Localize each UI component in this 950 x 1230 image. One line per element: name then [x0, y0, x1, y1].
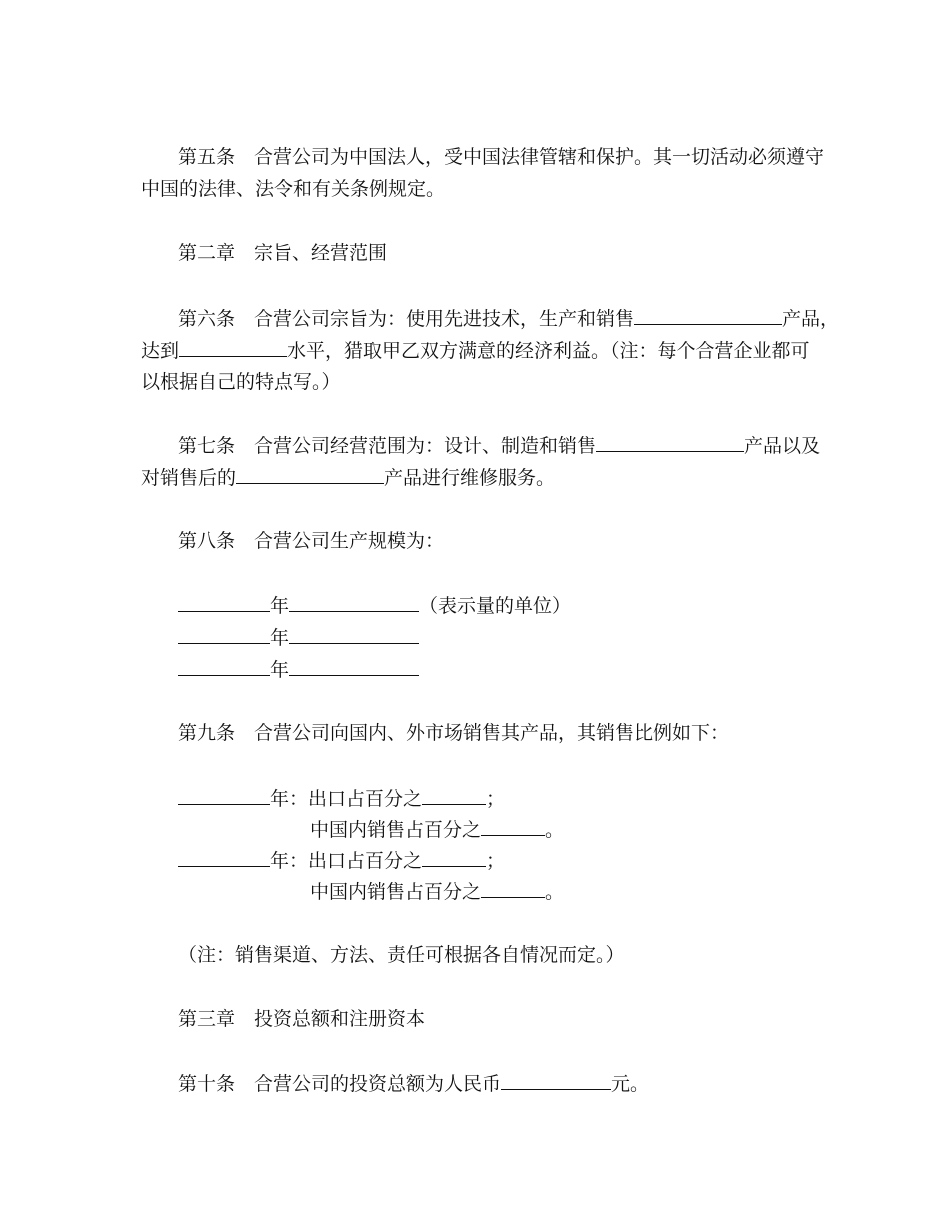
scale-row-2: 年 [178, 624, 419, 651]
article10-line: 第十条 合营公司的投资总额为人民币 元。 [178, 1070, 649, 1097]
article5-line2: 中国的法律、法令和有关条例规定。 [141, 178, 446, 200]
investment-amount-blank[interactable] [501, 1070, 611, 1090]
quantity-blank[interactable] [289, 624, 419, 644]
percent-blank[interactable] [422, 785, 486, 805]
quantity-blank[interactable] [289, 656, 419, 676]
article6-line2: 达到 水平，猎取甲乙双方满意的经济利益。（注：每个合营企业都可 [141, 337, 810, 364]
sales-row-2-domestic: 中国内销售占百分之 。 [310, 878, 564, 905]
percent-blank[interactable] [481, 816, 545, 836]
sales-row-1-domestic: 中国内销售占百分之 。 [310, 816, 564, 843]
chapter3-heading: 第三章 投资总额和注册资本 [178, 1008, 426, 1030]
article7-line2: 对销售后的 产品进行维修服务。 [141, 464, 555, 491]
scale-row-1: 年 （表示量的单位） [178, 592, 571, 619]
article6-line1: 第六条 合营公司宗旨为：使用先进技术，生产和销售 产品， [178, 305, 839, 332]
article8-heading: 第八条 合营公司生产规模为： [178, 530, 445, 552]
percent-blank[interactable] [481, 878, 545, 898]
article5-line1: 第五条 合营公司为中国法人，受中国法律管辖和保护。其一切活动必须遵守 [178, 146, 825, 168]
scale-row-3: 年 [178, 656, 419, 683]
article6-line3: 以根据自己的特点写。） [141, 371, 341, 393]
sales-row-1-export: 年：出口占百分之 ； [178, 785, 505, 812]
level-blank[interactable] [179, 337, 287, 357]
quantity-blank[interactable] [289, 592, 419, 612]
year-blank[interactable] [178, 785, 270, 805]
year-blank[interactable] [178, 847, 270, 867]
sales-note: （注：销售渠道、方法、责任可根据各自情况而定。） [178, 944, 625, 966]
chapter2-heading: 第二章 宗旨、经营范围 [178, 242, 388, 264]
year-blank[interactable] [178, 592, 270, 612]
sales-row-2-export: 年：出口占百分之 ； [178, 847, 505, 874]
product-blank[interactable] [596, 432, 744, 452]
service-product-blank[interactable] [236, 464, 384, 484]
product-blank[interactable] [634, 305, 782, 325]
year-blank[interactable] [178, 656, 270, 676]
article9-heading: 第九条 合营公司向国内、外市场销售其产品，其销售比例如下： [178, 722, 730, 744]
article7-line1: 第七条 合营公司经营范围为：设计、制造和销售 产品以及 [178, 432, 820, 459]
percent-blank[interactable] [422, 847, 486, 867]
year-blank[interactable] [178, 624, 270, 644]
